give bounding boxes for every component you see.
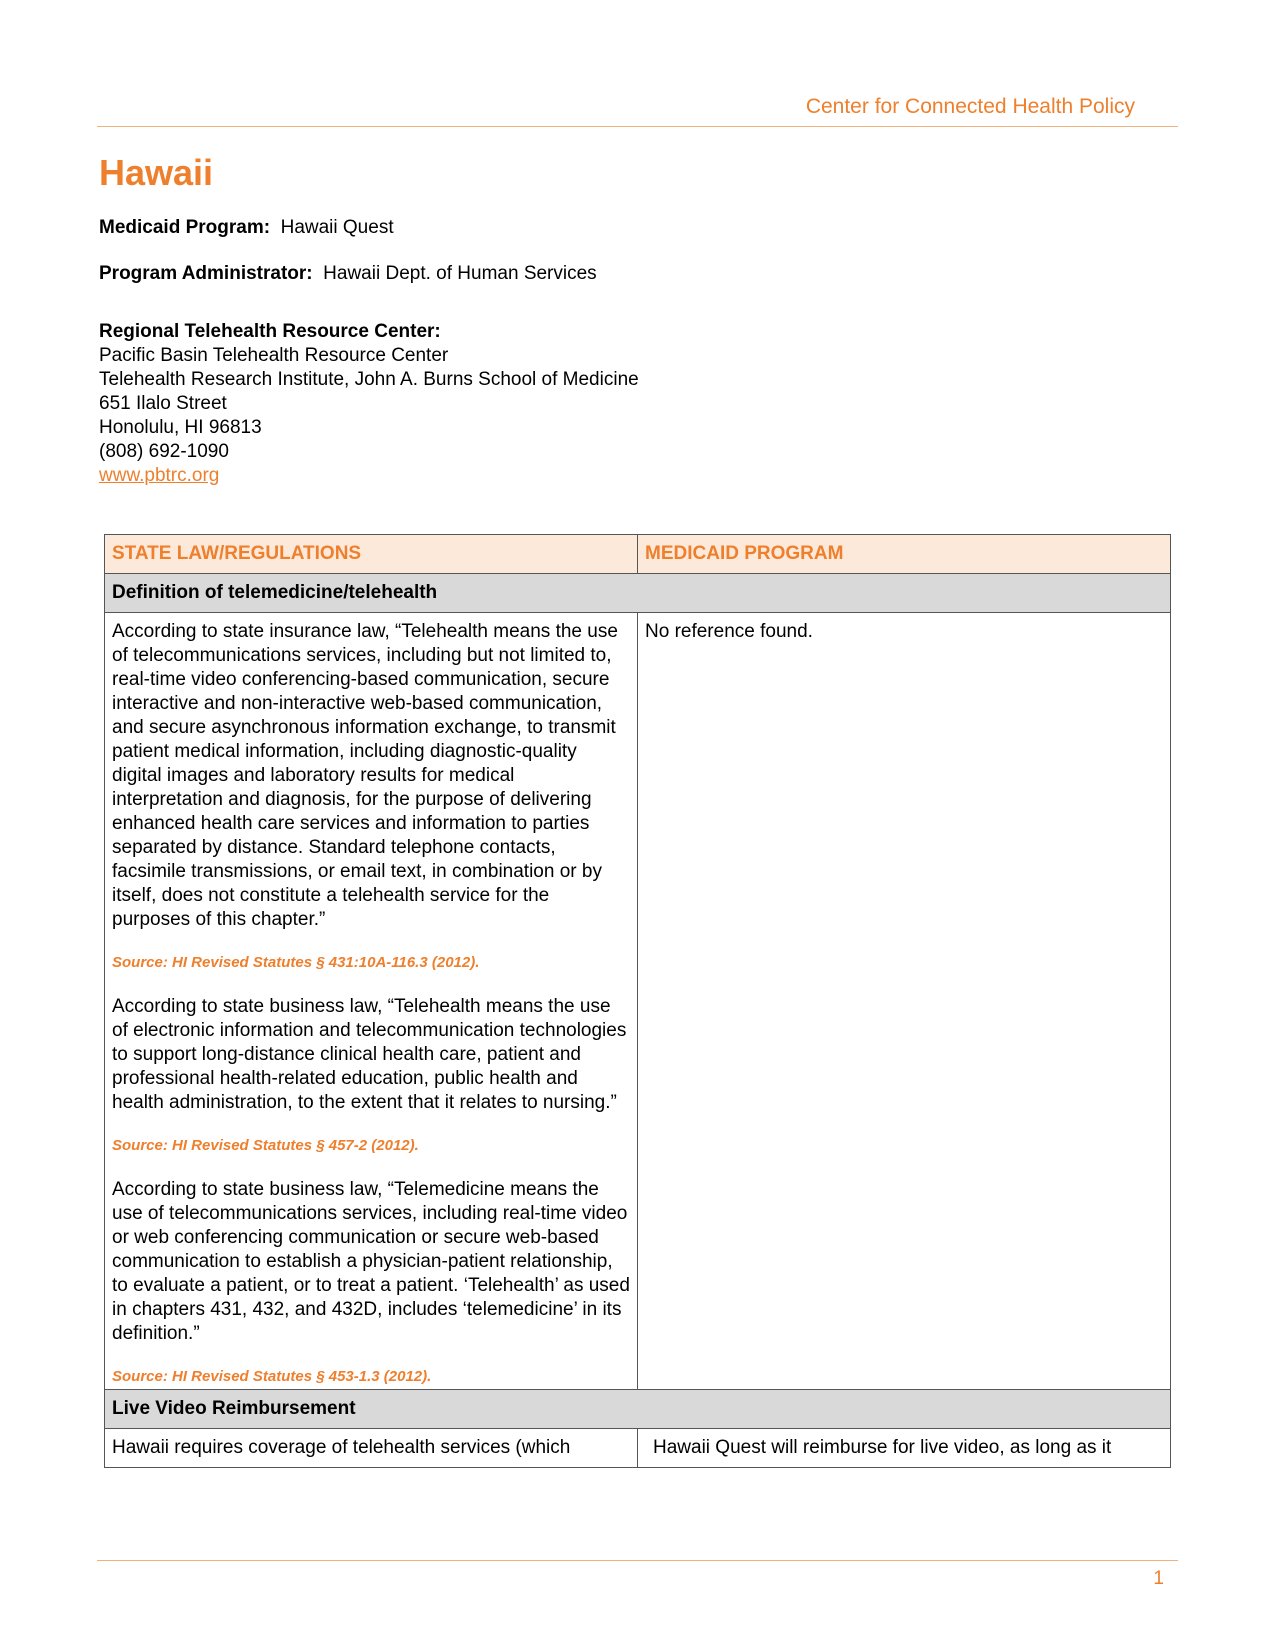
program-administrator-label: Program Administrator:: [99, 263, 313, 284]
medicaid-cell: [638, 613, 1171, 1390]
rtrc-street: 651 Ilalo Street: [99, 393, 227, 414]
col-header-medicaid: MEDICAID PROGRAM: [638, 535, 1171, 574]
source-citation: Source: HI Revised Statutes § 431:10A-116.3 (2012).: [112, 954, 480, 971]
rtrc-name: Pacific Basin Telehealth Resource Center: [99, 345, 449, 366]
state-law-text: According to state business law, “Telemedicine means the use of telecommunications services, including real-time video or web conferencing communication or secure web-based communication to establish a physician-patient relationship, to evaluate a patient, or to treat a patient. ‘Telehealth’ as used in chapters 431, 432, and 432D, includes ‘telemedicine’ in its definition.”: [112, 1179, 630, 1344]
medicaid-text: No reference found.: [645, 621, 813, 642]
medicaid-program-value: Hawaii Quest: [280, 217, 394, 238]
col-header-state-law: STATE LAW/REGULATIONS: [105, 535, 638, 574]
table-header-row: [105, 535, 1171, 574]
table-row: [105, 1429, 1171, 1468]
program-administrator-line: [99, 262, 597, 286]
header-organization: Center for Connected Health Policy: [805, 95, 1135, 118]
source-citation: Source: HI Revised Statutes § 457-2 (2012).: [112, 1137, 419, 1154]
state-law-text: According to state business law, “Telehealth means the use of electronic information and telecommunication technologies to support long-distance clinical health care, patient and professional health-related education, public health and health administration, to the extent that it relates to nursing.”: [112, 996, 627, 1113]
section-title: Live Video Reimbursement: [105, 1390, 1171, 1429]
rtrc-city: Honolulu, HI 96813: [99, 417, 262, 438]
page-title: Hawaii: [99, 152, 214, 193]
rtrc-phone: (808) 692-1090: [99, 441, 229, 462]
page-number: 1: [1153, 1568, 1164, 1589]
table-row: [105, 613, 1171, 1390]
rtrc-label: Regional Telehealth Resource Center:: [99, 321, 441, 342]
footer-divider: [97, 1560, 1178, 1561]
header-divider: [97, 126, 1178, 127]
medicaid-program-label: Medicaid Program:: [99, 217, 271, 238]
medicaid-program-line: [99, 216, 394, 240]
policy-table: [104, 534, 1171, 1468]
state-law-cell: [105, 613, 638, 1390]
section-header-definition: [105, 574, 1171, 613]
state-law-text: According to state insurance law, “Telehealth means the use of telecommunications services, including but not limited to, real-time video conferencing-based communication, secure interactive and non-interactive web-based communication, and secure asynchronous information exchange, to transmit patient medical information, including diagnostic-quality digital images and laboratory results for medical interpretation and diagnosis, for the purpose of delivering enhanced health care services and information to parties separated by distance. Standard telephone contacts, facsimile transmissions, or email text, in combination or by itself, does not constitute a telehealth service for the purposes of this chapter.”: [112, 621, 618, 930]
section-title: Definition of telemedicine/telehealth: [105, 574, 1171, 613]
rtrc-website-link[interactable]: www.pbtrc.org: [99, 465, 220, 486]
source-citation: Source: HI Revised Statutes § 453-1.3 (2012).: [112, 1368, 432, 1385]
medicaid-cell: [638, 1429, 1171, 1468]
rtrc-block: [99, 320, 639, 488]
rtrc-institute: Telehealth Research Institute, John A. Burns School of Medicine: [99, 369, 639, 390]
state-law-text: Hawaii requires coverage of telehealth services (which: [112, 1437, 571, 1458]
section-header-live-video: [105, 1390, 1171, 1429]
state-law-cell: [105, 1429, 638, 1468]
medicaid-text: Hawaii Quest will reimburse for live video, as long as it: [653, 1437, 1112, 1458]
program-administrator-value: Hawaii Dept. of Human Services: [323, 263, 597, 284]
